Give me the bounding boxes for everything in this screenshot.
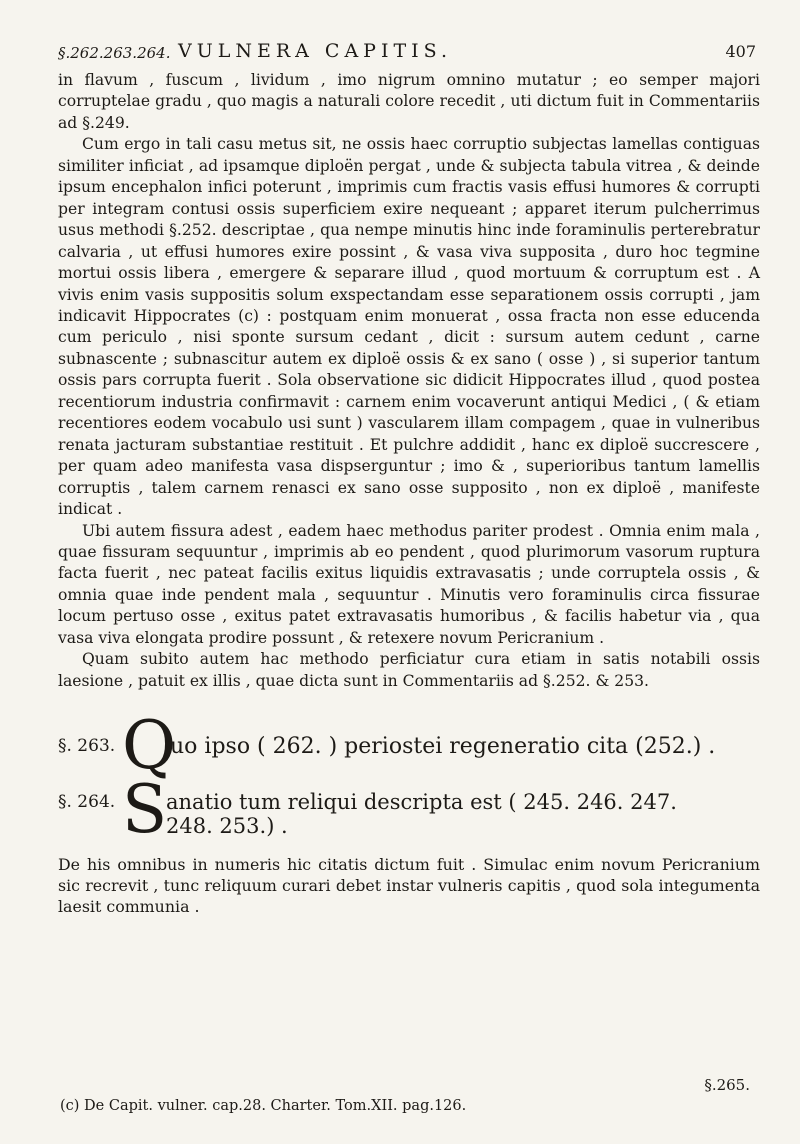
body-text	[58, 70, 760, 692]
drop-capital: S	[122, 771, 168, 849]
catchword: §.265.	[704, 1076, 750, 1094]
paragraph: Quam subito autem hac methodo perficiatur cura etiam in satis notabili ossis laesione , patuit ex illis , quae dicta sunt in Commentariis ad §.252. & 253.	[58, 650, 760, 690]
section-number: §. 264.	[58, 792, 116, 813]
paragraph: Ubi autem fissura adest , eadem haec methodus pariter prodest . Omnia enim mala , quae fissuram sequuntur , imprimis ab eo pendent , quod plurimorum vasorum ruptura facta fuerit , nec pateat facilis exitus liquidis extravasatis ; unde corruptela ossis , & omnia quae inde pendent mala , sequuntur . Minutis vero foraminulis circa fissurae locum pertuso osse , exitus patet extravasatis humoribus , & facilis habetur via , qua vasa viva elongata prodire possunt , & retexere novum Pericranium .	[58, 521, 760, 647]
paragraph: in flavum , fuscum , lividum , imo nigrum omnino mutatur ; eo semper majori corruptelae gradu , quo magis a naturali colore recedit , uti dictum fuit in Commentariis ad §.249.	[58, 71, 760, 132]
drop-capital: Q	[122, 707, 177, 785]
section-text: uo ipso ( 262. ) periostei regeneratio cita (252.) .	[170, 734, 716, 760]
footnote: (c) De Capit. vulner. cap.28. Charter. Tom.XII. pag.126.	[60, 1098, 467, 1114]
closing-paragraph: De his omnibus in numeris hic citatis dictum fuit . Simulac enim novum Pericranium sic recrevit , tunc reliquum curari debet instar vulneris capitis , quod sola integumenta laesit communia .	[58, 855, 760, 917]
header-sections: §.262.263.264.	[58, 44, 171, 62]
section-number: §. 263.	[58, 736, 116, 757]
section-264	[58, 771, 760, 849]
header-title: VULNERA CAPITIS.	[178, 40, 453, 62]
section-263	[58, 707, 760, 785]
running-head	[58, 38, 760, 66]
paragraph: Cum ergo in tali casu metus sit, ne ossis haec corruptio subjectas lamellas contiguas similiter inficiat , ad ipsamque diploën pergat , unde & subjecta tabula vitrea , & deinde ipsum encephalon infici poterunt , imprimis cum fractis vasis effusi humores & corrupti per integram contusi ossis superficiem exire nequeant ; apparet iterum pulcherrimus usus methodi §.252. descriptae , qua nempe minutis hinc inde foraminulis perterebratur calvaria , ut effusi humores exire possint , & vasa viva supposita , duro hoc tegmine mortui ossis libera , emergere & separare illud , quod mortuum & corruptum est . A vivis enim vasis suppositis solum exspectandam esse separationem ossis corrupti , jam indicavit Hippocrates (c) : postquam enim monuerat , ossa fracta non esse educenda cum periculo , nisi sponte sursum cedant , dicit : sursum autem cedunt , carne subnascente ; subnascitur autem ex diploë ossis & ex sano ( osse ) , si superior tantum ossis pars corrupta fuerit . Sola observatione sic didicit Hippocrates illud , quod postea recentiorum industria confirmavit : carnem enim vocaverunt antiqui Medici , ( & etiam recentiores eodem vocabulo usi sunt ) vascularem illam compagem , quae in vulneribus renata jacturam substantiae restituit . Et pulchre addidit , hanc ex diploë succrescere , per quam adeo manifesta vasa dispserguntur ; imo & , superioribus tantum lamellis corruptis , talem carnem renasci ex sano osse supposito , non ex diploë , manifeste indicat .	[58, 135, 760, 519]
page-number: 407	[725, 42, 756, 61]
section-text: anatio tum reliqui descripta est ( 245. 246. 247. 248. 253.) .	[166, 790, 677, 839]
